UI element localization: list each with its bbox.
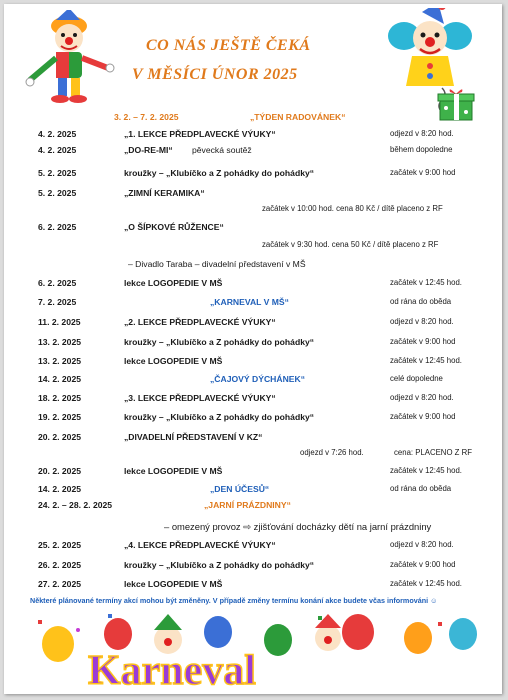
row-event: kroužky – „Klubíčko a Z pohádky do pohádky“ <box>124 168 315 178</box>
row-event: lekce LOGOPEDIE V MŠ <box>124 466 223 476</box>
document-page <box>4 4 502 694</box>
row-info: odjezd v 8:20 hod. <box>390 129 454 138</box>
row-event-blue: „KARNEVAL V MŠ“ <box>210 297 289 307</box>
confetti-decoration <box>38 614 442 632</box>
row-info: začátek v 12:45 hod. <box>390 278 462 287</box>
row-date: 25. 2. 2025 <box>38 540 82 550</box>
gift-box-icon <box>436 86 476 122</box>
title-line-1: CO NÁS JEŠTĚ ČEKÁ <box>146 37 311 54</box>
clown-left-illustration <box>22 10 117 105</box>
row-info: začátek v 9:00 hod <box>390 168 456 177</box>
row-date-range: 24. 2. – 28. 2. 2025 <box>38 500 113 510</box>
row-info: začátek v 9:00 hod <box>390 412 456 421</box>
row-info: celé dopoledne <box>390 374 443 383</box>
row-event: „1. LEKCE PŘEDPLAVECKÉ VÝUKY“ <box>124 129 276 139</box>
row-event-blue: „ČAJOVÝ DÝCHÁNEK“ <box>210 374 306 384</box>
row-date: 27. 2. 2025 <box>38 579 82 589</box>
balloons-illustration <box>18 610 488 690</box>
row-info: začátek v 9:00 hod <box>390 337 456 346</box>
row-event: lekce LOGOPEDIE V MŠ <box>124 579 223 589</box>
row-detail3a: odjezd v 7:26 hod. <box>300 448 364 457</box>
row-event: „DO-RE-MI“ <box>124 145 173 155</box>
row-date: 11. 2. 2025 <box>38 317 81 327</box>
row-date: 14. 2. 2025 <box>38 484 82 494</box>
row-event: lekce LOGOPEDIE V MŠ <box>124 356 223 366</box>
row-date: 6. 2. 2025 <box>38 222 77 232</box>
row-info: začátek v 12:45 hod. <box>390 466 462 475</box>
row-date: 20. 2. 2025 <box>38 432 82 442</box>
row-date: 4. 2. 2025 <box>38 145 77 155</box>
banner-text: Karneval <box>88 648 256 690</box>
row-event: „3. LEKCE PŘEDPLAVECKÉ VÝUKY“ <box>124 393 276 403</box>
row-date: 19. 2. 2025 <box>38 412 82 422</box>
row-date: 4. 2. 2025 <box>38 129 77 139</box>
row-event-blue: „DEN ÚČESŮ“ <box>210 484 270 494</box>
week-range: 3. 2. – 7. 2. 2025 <box>114 112 179 122</box>
row-date: 7. 2. 2025 <box>38 297 77 307</box>
row-info: během dopoledne <box>390 145 453 154</box>
row-event: „O ŠÍPKOVÉ RŮŽENCE“ <box>124 222 224 232</box>
row-event: kroužky – „Klubíčko a Z pohádky do pohádky“ <box>124 560 315 570</box>
week-title: „TÝDEN RADOVÁNEK“ <box>250 112 346 122</box>
row-info: začátek v 12:45 hod. <box>390 579 462 588</box>
row-event: lekce LOGOPEDIE V MŠ <box>124 278 223 288</box>
row-info: začátek v 12:45 hod. <box>390 356 462 365</box>
row-event-suffix: pěvecká soutěž <box>192 145 252 155</box>
row-date: 5. 2. 2025 <box>38 168 77 178</box>
title-line-2: V MĚSÍCI ÚNOR 2025 <box>132 66 298 83</box>
row-date: 26. 2. 2025 <box>38 560 82 570</box>
row-event: kroužky – „Klubíčko a Z pohádky do pohádky“ <box>124 412 315 422</box>
row-event: „2. LEKCE PŘEDPLAVECKÉ VÝUKY“ <box>124 317 276 327</box>
row-event: „DIVADELNÍ PŘEDSTAVENÍ V KZ“ <box>124 432 263 442</box>
row-info: začátek v 9:00 hod <box>390 560 456 569</box>
row-date: 20. 2. 2025 <box>38 466 82 476</box>
row-event: kroužky – „Klubíčko a Z pohádky do pohádky“ <box>124 337 315 347</box>
row-date: 5. 2. 2025 <box>38 188 77 198</box>
row-event-orange: „JARNÍ PRÁZDNINY“ <box>204 500 291 510</box>
row-info: odjezd v 8:20 hod. <box>390 393 454 402</box>
row-date: 13. 2. 2025 <box>38 356 82 366</box>
row-date: 14. 2. 2025 <box>38 374 82 384</box>
row-info: od rána do oběda <box>390 484 452 493</box>
row-date: 13. 2. 2025 <box>38 337 82 347</box>
row-date: 18. 2. 2025 <box>38 393 82 403</box>
row-detail2: – Divadlo Taraba – divadelní představení v MŠ <box>128 259 306 269</box>
row-info: od rána do oběda <box>390 297 452 306</box>
row-detail: začátek v 9:30 hod. cena 50 Kč / dítě placeno z RF <box>262 240 439 249</box>
row-date: 6. 2. 2025 <box>38 278 77 288</box>
row-provoz: – omezený provoz ⇨ zjišťování docházky dětí na jarní prázdniny <box>164 521 432 532</box>
row-info: odjezd v 8:20 hod. <box>390 317 454 326</box>
footer-note: Některé plánované termíny akcí mohou být změněny. V případě změny termínu konání akce budete včas informováni ☺ <box>30 596 438 605</box>
row-event: „4. LEKCE PŘEDPLAVECKÉ VÝUKY“ <box>124 540 276 550</box>
row-detail: začátek v 10:00 hod. cena 80 Kč / dítě placeno z RF <box>262 204 443 213</box>
row-info: odjezd v 8:20 hod. <box>390 540 454 549</box>
row-detail3b: cena: PLACENO Z RF <box>394 448 472 457</box>
row-event: „ZIMNÍ KERAMIKA“ <box>124 188 205 198</box>
